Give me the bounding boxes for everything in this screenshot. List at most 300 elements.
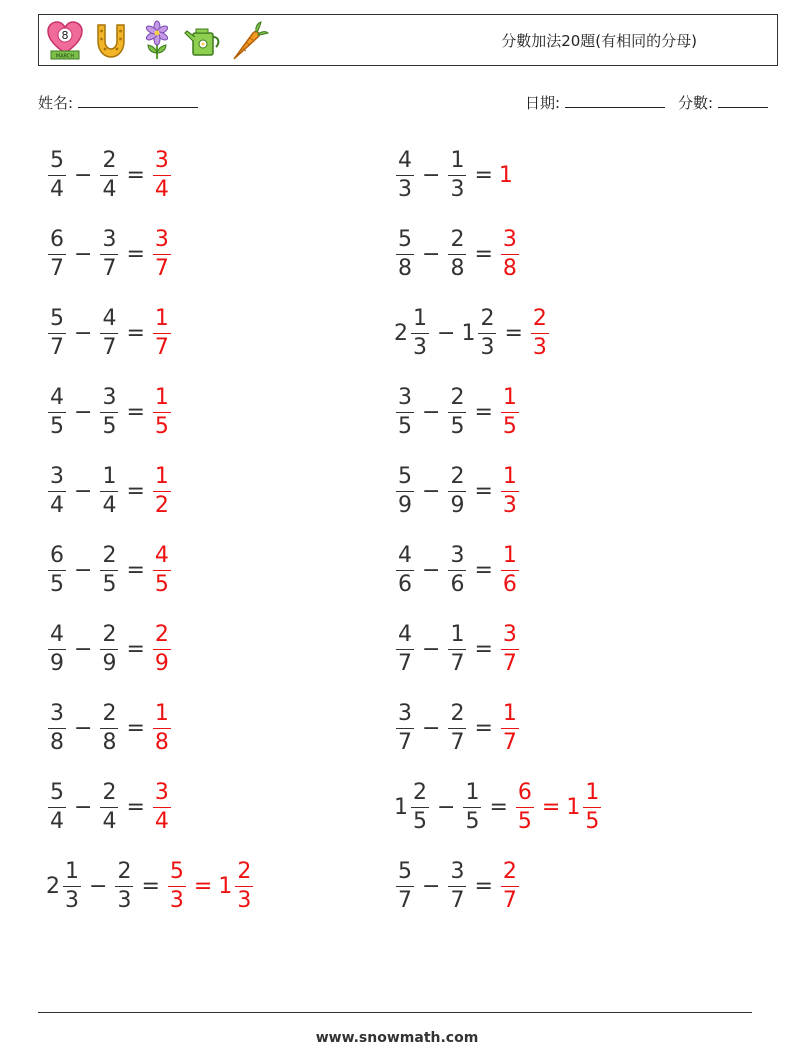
numerator: 3 bbox=[154, 779, 169, 805]
number bbox=[461, 779, 483, 834]
answer bbox=[151, 700, 173, 755]
denominator: 4 bbox=[102, 492, 117, 518]
minus-sign: − bbox=[74, 162, 93, 188]
fraction bbox=[501, 542, 519, 597]
minus-sign: − bbox=[74, 557, 93, 583]
number bbox=[46, 463, 68, 518]
denominator: 3 bbox=[532, 334, 547, 360]
denominator: 4 bbox=[50, 808, 64, 834]
number bbox=[98, 463, 120, 518]
answer bbox=[529, 305, 551, 360]
number bbox=[394, 858, 416, 913]
fraction bbox=[48, 542, 66, 597]
heart-march-8-icon bbox=[45, 19, 85, 63]
numerator: 3 bbox=[502, 226, 517, 252]
denominator: 7 bbox=[50, 334, 64, 360]
problem-item bbox=[46, 223, 173, 285]
numerator: 5 bbox=[50, 305, 64, 331]
whole-part: 2 bbox=[394, 320, 408, 346]
number bbox=[394, 305, 431, 360]
problem-item bbox=[394, 302, 551, 364]
denominator: 4 bbox=[50, 492, 64, 518]
denominator: 5 bbox=[102, 413, 117, 439]
problem-item bbox=[46, 539, 173, 601]
number bbox=[499, 700, 521, 755]
denominator: 3 bbox=[169, 887, 184, 913]
fraction bbox=[501, 463, 519, 518]
whole-part: 1 bbox=[394, 794, 408, 820]
denominator: 7 bbox=[502, 650, 517, 676]
answer bbox=[151, 542, 173, 597]
fraction bbox=[153, 463, 171, 518]
answer bbox=[151, 621, 173, 676]
fraction bbox=[411, 779, 429, 834]
numerator: 4 bbox=[50, 621, 64, 647]
number bbox=[151, 463, 173, 518]
minus-sign: − bbox=[437, 320, 456, 346]
fraction bbox=[153, 384, 171, 439]
number bbox=[446, 700, 468, 755]
answer bbox=[514, 779, 603, 834]
denominator: 7 bbox=[154, 255, 169, 281]
name-blank[interactable] bbox=[78, 93, 198, 108]
fraction bbox=[501, 384, 519, 439]
denominator: 6 bbox=[450, 571, 465, 597]
number bbox=[98, 147, 120, 202]
denominator: 5 bbox=[585, 808, 600, 834]
equals-sign: = bbox=[489, 794, 508, 820]
numerator: 2 bbox=[117, 858, 132, 884]
problem-item bbox=[46, 697, 173, 759]
fraction bbox=[448, 858, 466, 913]
equals-sign: = bbox=[126, 162, 145, 188]
numerator: 2 bbox=[237, 858, 252, 884]
fraction bbox=[100, 226, 118, 281]
problem-item bbox=[46, 381, 173, 443]
number bbox=[46, 305, 68, 360]
numerator: 3 bbox=[50, 463, 64, 489]
denominator: 3 bbox=[398, 176, 412, 202]
denominator: 3 bbox=[502, 492, 517, 518]
whole-part: 2 bbox=[46, 873, 60, 899]
numerator: 2 bbox=[450, 384, 465, 410]
number bbox=[499, 463, 521, 518]
numerator: 3 bbox=[450, 542, 465, 568]
minus-sign: − bbox=[422, 399, 441, 425]
minus-sign: − bbox=[74, 636, 93, 662]
fraction bbox=[501, 226, 519, 281]
numerator: 2 bbox=[450, 463, 465, 489]
number bbox=[151, 305, 173, 360]
fraction bbox=[531, 305, 549, 360]
number bbox=[46, 621, 68, 676]
denominator: 8 bbox=[50, 729, 64, 755]
fraction bbox=[501, 621, 519, 676]
fraction bbox=[235, 858, 253, 913]
fraction bbox=[448, 147, 466, 202]
number bbox=[499, 858, 521, 913]
numerator: 3 bbox=[102, 384, 117, 410]
numerator: 3 bbox=[502, 621, 517, 647]
date-blank[interactable] bbox=[565, 93, 665, 108]
equals-sign: = bbox=[474, 399, 493, 425]
fraction bbox=[478, 305, 496, 360]
fraction bbox=[100, 700, 118, 755]
numerator: 6 bbox=[50, 542, 64, 568]
numerator: 4 bbox=[102, 305, 117, 331]
denominator: 9 bbox=[50, 650, 64, 676]
answer bbox=[499, 384, 521, 439]
denominator: 5 bbox=[154, 571, 169, 597]
numerator: 2 bbox=[102, 621, 117, 647]
number bbox=[46, 226, 68, 281]
denominator: 7 bbox=[450, 650, 465, 676]
fraction bbox=[396, 226, 414, 281]
number bbox=[98, 305, 120, 360]
denominator: 2 bbox=[154, 492, 169, 518]
numerator: 1 bbox=[450, 621, 465, 647]
numerator: 4 bbox=[154, 542, 169, 568]
number bbox=[529, 305, 551, 360]
fraction bbox=[100, 542, 118, 597]
equals-sign: = bbox=[126, 399, 145, 425]
numerator: 1 bbox=[465, 779, 480, 805]
denominator: 5 bbox=[50, 571, 64, 597]
denominator: 8 bbox=[398, 255, 412, 281]
carrot-icon bbox=[229, 19, 269, 63]
problem-item bbox=[46, 855, 255, 917]
minus-sign: − bbox=[422, 636, 441, 662]
fraction bbox=[100, 621, 118, 676]
problem-item bbox=[46, 460, 173, 522]
number bbox=[46, 700, 68, 755]
numerator: 2 bbox=[102, 779, 117, 805]
equals-sign: = bbox=[541, 794, 561, 820]
number bbox=[151, 700, 173, 755]
number bbox=[98, 700, 120, 755]
numerator: 3 bbox=[154, 147, 169, 173]
fraction bbox=[516, 779, 534, 834]
answer bbox=[499, 700, 521, 755]
equals-sign: = bbox=[474, 636, 493, 662]
answer bbox=[499, 542, 521, 597]
problem-item bbox=[46, 302, 173, 364]
denominator: 8 bbox=[102, 729, 117, 755]
number bbox=[394, 226, 416, 281]
whole-part: 1 bbox=[461, 320, 476, 346]
number bbox=[499, 226, 521, 281]
numerator: 1 bbox=[65, 858, 79, 884]
worksheet-title: 分數加法20題(有相同的分母) bbox=[501, 32, 697, 50]
numerator: 4 bbox=[398, 147, 412, 173]
fraction bbox=[448, 621, 466, 676]
equals-sign: = bbox=[474, 241, 493, 267]
numerator: 1 bbox=[502, 463, 517, 489]
numerator: 2 bbox=[502, 858, 517, 884]
numerator: 2 bbox=[450, 700, 465, 726]
equals-sign: = bbox=[193, 873, 213, 899]
denominator: 4 bbox=[102, 176, 117, 202]
equals-sign: = bbox=[474, 478, 493, 504]
equals-sign: = bbox=[474, 162, 493, 188]
equals-sign: = bbox=[474, 873, 493, 899]
numerator: 2 bbox=[480, 305, 495, 331]
minus-sign: − bbox=[422, 715, 441, 741]
number bbox=[499, 542, 521, 597]
fraction bbox=[63, 858, 81, 913]
numerator: 4 bbox=[398, 621, 412, 647]
denominator: 6 bbox=[398, 571, 412, 597]
problem-item bbox=[394, 144, 514, 206]
number bbox=[446, 463, 468, 518]
denominator: 4 bbox=[154, 808, 169, 834]
number bbox=[98, 779, 120, 834]
number bbox=[151, 779, 173, 834]
heart-banner: MARCH bbox=[55, 53, 75, 60]
score-blank[interactable] bbox=[718, 93, 768, 108]
fraction bbox=[48, 226, 66, 281]
denominator: 7 bbox=[50, 255, 64, 281]
equals-sign: = bbox=[126, 636, 145, 662]
denominator: 5 bbox=[413, 808, 427, 834]
whole-part: 1 bbox=[498, 162, 513, 188]
numerator: 6 bbox=[50, 226, 64, 252]
fraction bbox=[448, 463, 466, 518]
answer bbox=[151, 305, 173, 360]
minus-sign: − bbox=[74, 241, 93, 267]
fraction bbox=[448, 542, 466, 597]
flower-icon bbox=[137, 19, 177, 63]
header-icons bbox=[45, 19, 269, 63]
fraction bbox=[396, 542, 414, 597]
score-label: 分數: bbox=[678, 94, 714, 112]
problem-item bbox=[46, 618, 173, 680]
denominator: 4 bbox=[50, 176, 64, 202]
denominator: 7 bbox=[154, 334, 169, 360]
numerator: 5 bbox=[398, 858, 412, 884]
denominator: 5 bbox=[465, 808, 480, 834]
number bbox=[446, 858, 468, 913]
denominator: 3 bbox=[65, 887, 79, 913]
fraction bbox=[153, 147, 171, 202]
denominator: 8 bbox=[502, 255, 517, 281]
denominator: 4 bbox=[102, 808, 117, 834]
numerator: 1 bbox=[154, 305, 169, 331]
number bbox=[499, 384, 521, 439]
denominator: 4 bbox=[154, 176, 169, 202]
date-label: 日期: bbox=[525, 94, 561, 112]
fraction bbox=[100, 463, 118, 518]
fraction bbox=[48, 463, 66, 518]
denominator: 3 bbox=[480, 334, 495, 360]
number bbox=[499, 621, 521, 676]
problem-item bbox=[394, 618, 521, 680]
numerator: 2 bbox=[102, 147, 117, 173]
denominator: 3 bbox=[413, 334, 427, 360]
whole-part: 1 bbox=[218, 873, 233, 899]
denominator: 8 bbox=[450, 255, 465, 281]
answer bbox=[499, 463, 521, 518]
fraction bbox=[448, 384, 466, 439]
numerator: 4 bbox=[50, 384, 64, 410]
fraction bbox=[100, 779, 118, 834]
footer-divider bbox=[38, 1012, 752, 1013]
number bbox=[446, 621, 468, 676]
numerator: 5 bbox=[50, 779, 64, 805]
number bbox=[514, 779, 536, 834]
numerator: 2 bbox=[154, 621, 169, 647]
number bbox=[46, 858, 83, 913]
fraction bbox=[48, 147, 66, 202]
numerator: 1 bbox=[154, 700, 169, 726]
fraction bbox=[396, 463, 414, 518]
denominator: 3 bbox=[450, 176, 465, 202]
number bbox=[499, 163, 514, 188]
watering-can-icon bbox=[183, 19, 223, 63]
denominator: 8 bbox=[154, 729, 169, 755]
numerator: 5 bbox=[398, 226, 412, 252]
number bbox=[166, 858, 188, 913]
fraction bbox=[100, 384, 118, 439]
numerator: 5 bbox=[169, 858, 184, 884]
denominator: 7 bbox=[502, 887, 517, 913]
answer bbox=[151, 463, 173, 518]
fraction bbox=[153, 305, 171, 360]
number bbox=[461, 305, 498, 360]
numerator: 3 bbox=[50, 700, 64, 726]
fraction bbox=[48, 384, 66, 439]
minus-sign: − bbox=[422, 557, 441, 583]
heart-number: 8 bbox=[61, 29, 69, 42]
denominator: 3 bbox=[237, 887, 252, 913]
answer bbox=[151, 779, 173, 834]
number bbox=[46, 779, 68, 834]
worksheet-header bbox=[38, 14, 778, 66]
numerator: 1 bbox=[585, 779, 600, 805]
fraction bbox=[100, 147, 118, 202]
numerator: 5 bbox=[50, 147, 64, 173]
numerator: 3 bbox=[450, 858, 465, 884]
denominator: 7 bbox=[502, 729, 517, 755]
fraction bbox=[501, 858, 519, 913]
minus-sign: − bbox=[74, 320, 93, 346]
fraction bbox=[48, 621, 66, 676]
equals-sign: = bbox=[474, 557, 493, 583]
number bbox=[98, 621, 120, 676]
fraction bbox=[48, 700, 66, 755]
equals-sign: = bbox=[126, 557, 145, 583]
number bbox=[446, 384, 468, 439]
number bbox=[394, 147, 416, 202]
number bbox=[446, 147, 468, 202]
numerator: 1 bbox=[502, 384, 517, 410]
fraction bbox=[501, 700, 519, 755]
denominator: 9 bbox=[450, 492, 465, 518]
number bbox=[151, 384, 173, 439]
numerator: 2 bbox=[532, 305, 547, 331]
minus-sign: − bbox=[422, 162, 441, 188]
fraction bbox=[168, 858, 186, 913]
problem-item bbox=[46, 776, 173, 838]
equals-sign: = bbox=[126, 241, 145, 267]
equals-sign: = bbox=[126, 320, 145, 346]
fraction bbox=[153, 700, 171, 755]
minus-sign: − bbox=[89, 873, 108, 899]
fraction bbox=[396, 384, 414, 439]
fraction bbox=[583, 779, 601, 834]
problem-item bbox=[46, 144, 173, 206]
footer-url: www.snowmath.com bbox=[315, 1030, 479, 1046]
fraction bbox=[153, 542, 171, 597]
number bbox=[151, 226, 173, 281]
numerator: 2 bbox=[102, 700, 117, 726]
answer bbox=[499, 226, 521, 281]
denominator: 9 bbox=[154, 650, 169, 676]
number bbox=[218, 858, 255, 913]
numerator: 3 bbox=[154, 226, 169, 252]
denominator: 3 bbox=[117, 887, 132, 913]
denominator: 7 bbox=[398, 887, 412, 913]
answer bbox=[151, 147, 173, 202]
problem-item bbox=[394, 855, 521, 917]
numerator: 2 bbox=[450, 226, 465, 252]
equals-sign: = bbox=[126, 715, 145, 741]
denominator: 5 bbox=[50, 413, 64, 439]
numerator: 2 bbox=[413, 779, 427, 805]
equals-sign: = bbox=[126, 794, 145, 820]
fraction bbox=[153, 226, 171, 281]
minus-sign: − bbox=[437, 794, 456, 820]
fraction bbox=[448, 226, 466, 281]
number bbox=[46, 384, 68, 439]
number bbox=[46, 542, 68, 597]
number bbox=[394, 621, 416, 676]
minus-sign: − bbox=[74, 478, 93, 504]
fraction bbox=[48, 779, 66, 834]
date-field bbox=[525, 92, 665, 113]
problem-item bbox=[394, 697, 521, 759]
equals-sign: = bbox=[141, 873, 160, 899]
problem-item bbox=[394, 776, 603, 838]
fraction bbox=[153, 621, 171, 676]
number bbox=[394, 463, 416, 518]
fraction bbox=[48, 305, 66, 360]
problem-item bbox=[394, 539, 521, 601]
numerator: 6 bbox=[517, 779, 532, 805]
fraction bbox=[396, 700, 414, 755]
problem-item bbox=[394, 460, 521, 522]
problem-item bbox=[394, 223, 521, 285]
number bbox=[446, 542, 468, 597]
numerator: 1 bbox=[154, 463, 169, 489]
fraction bbox=[411, 305, 429, 360]
number bbox=[98, 226, 120, 281]
fraction bbox=[396, 858, 414, 913]
denominator: 5 bbox=[102, 571, 117, 597]
minus-sign: − bbox=[74, 715, 93, 741]
minus-sign: − bbox=[74, 399, 93, 425]
number bbox=[394, 779, 431, 834]
number bbox=[151, 542, 173, 597]
denominator: 6 bbox=[502, 571, 517, 597]
answer bbox=[499, 858, 521, 913]
fraction bbox=[100, 305, 118, 360]
numerator: 5 bbox=[398, 463, 412, 489]
minus-sign: − bbox=[422, 873, 441, 899]
numerator: 2 bbox=[102, 542, 117, 568]
denominator: 5 bbox=[398, 413, 412, 439]
denominator: 5 bbox=[517, 808, 532, 834]
